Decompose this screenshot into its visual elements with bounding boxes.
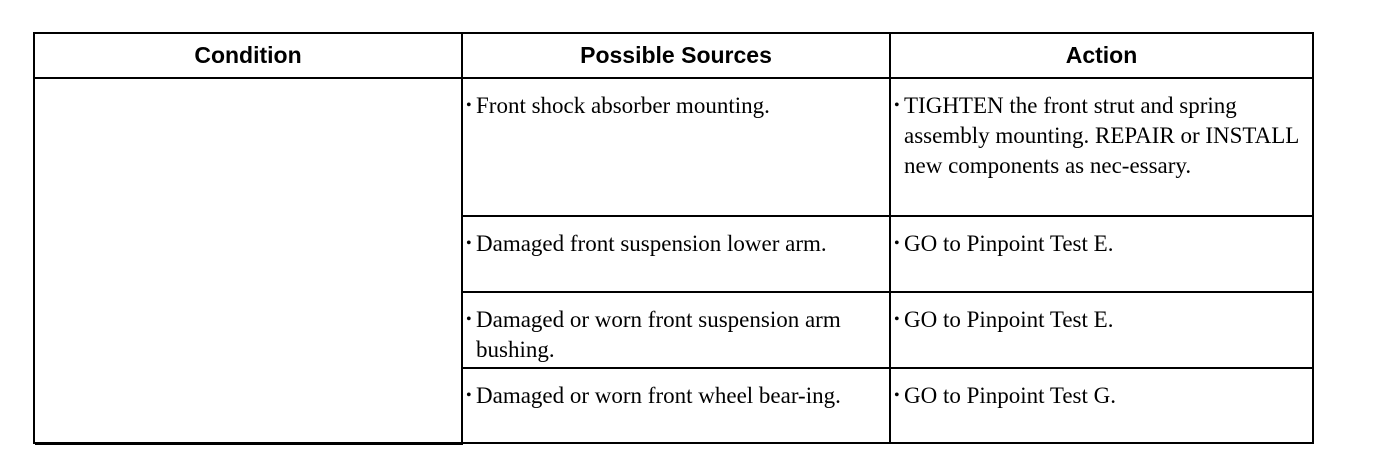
source-text: Front shock absorber mounting. xyxy=(476,93,770,118)
source-cell xyxy=(462,216,890,292)
action-text: GO to Pinpoint Test E. xyxy=(904,307,1114,332)
diagnosis-table xyxy=(33,32,1314,444)
source-cell xyxy=(462,78,890,216)
list-item xyxy=(466,229,879,259)
list-item xyxy=(466,381,879,411)
list-item xyxy=(466,91,879,121)
bullet-icon: • xyxy=(466,311,472,328)
action-cell xyxy=(890,216,1312,292)
source-cell xyxy=(462,368,890,444)
list-item xyxy=(894,381,1302,411)
bullet-icon: • xyxy=(894,97,900,114)
action-text: GO to Pinpoint Test E. xyxy=(904,231,1114,256)
list-item xyxy=(894,305,1302,335)
list-item xyxy=(894,91,1302,181)
condition-cell xyxy=(35,78,462,444)
bullet-icon: • xyxy=(894,311,900,328)
header-action: Action xyxy=(890,34,1312,78)
bullet-icon: • xyxy=(894,235,900,252)
source-cell xyxy=(462,292,890,368)
source-text: Damaged or worn front suspension arm bushing. xyxy=(476,307,841,362)
action-cell xyxy=(890,292,1312,368)
source-text: Damaged front suspension lower arm. xyxy=(476,231,827,256)
bullet-icon: • xyxy=(894,387,900,404)
header-possible-sources: Possible Sources xyxy=(462,34,890,78)
table-header-row xyxy=(35,34,1312,78)
bullet-icon: • xyxy=(466,387,472,404)
action-text: GO to Pinpoint Test G. xyxy=(904,383,1117,408)
action-text: TIGHTEN the front strut and spring assembly mounting. REPAIR or INSTALL new components as nec-essary. xyxy=(904,93,1299,178)
table-row xyxy=(35,78,1312,216)
diagnosis-table-grid xyxy=(35,34,1312,445)
header-condition: Condition xyxy=(35,34,462,78)
list-item xyxy=(894,229,1302,259)
list-item xyxy=(466,305,879,365)
action-cell xyxy=(890,368,1312,444)
bullet-icon: • xyxy=(466,97,472,114)
action-cell xyxy=(890,78,1312,216)
bullet-icon: • xyxy=(466,235,472,252)
source-text: Damaged or worn front wheel bear-ing. xyxy=(476,383,841,408)
